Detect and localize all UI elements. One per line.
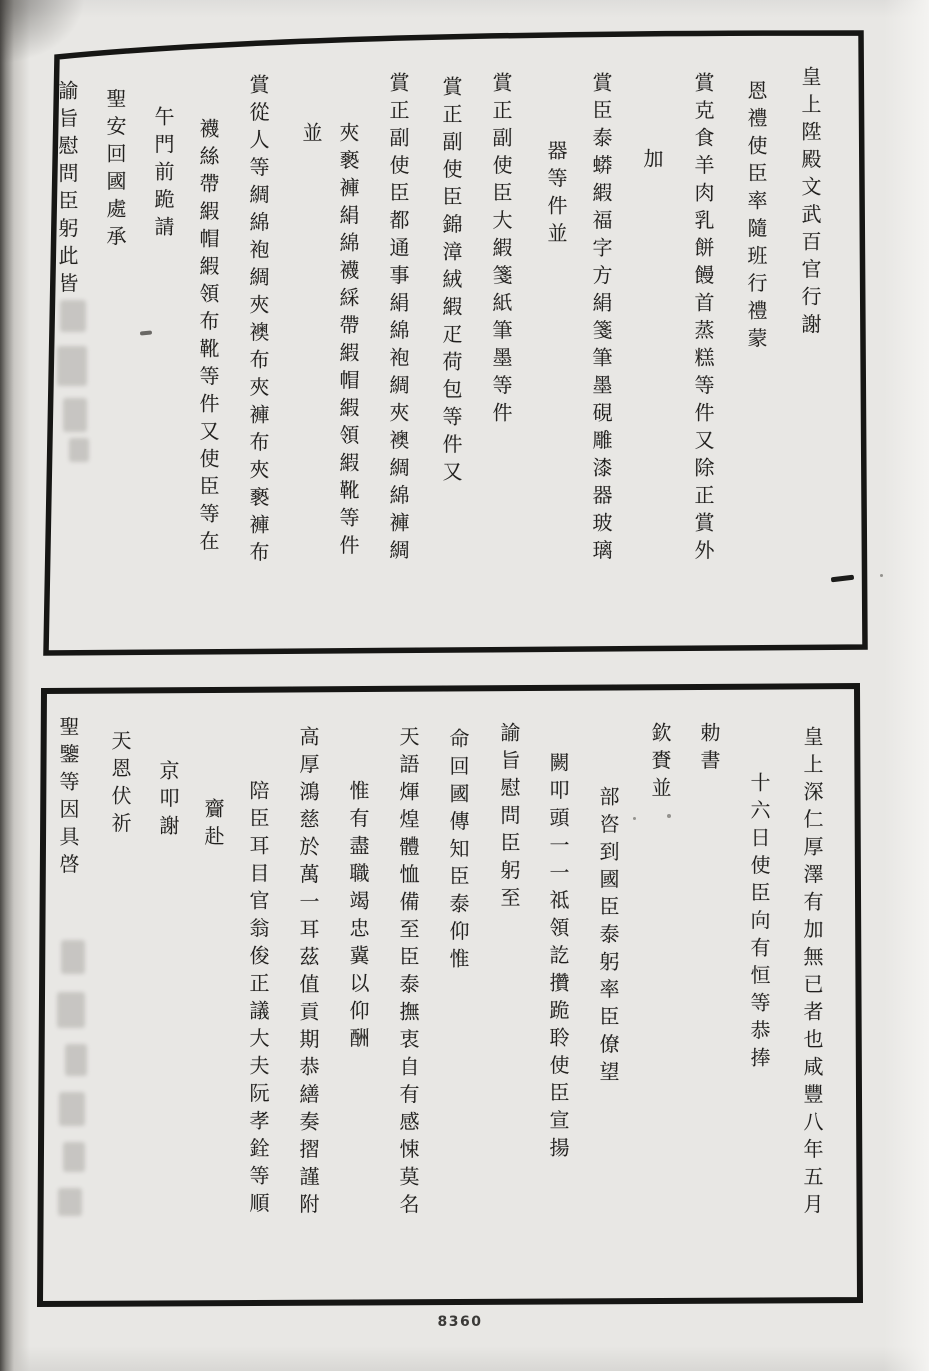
- text-column-top-panel-11: 並: [299, 122, 323, 150]
- text-column-bottom-panel-15: 天恩伏祈: [108, 730, 132, 840]
- text-column-bottom-panel-6: 闕叩頭一一祗領訖攢跪聆使臣宣揚: [546, 752, 570, 1165]
- text-column-bottom-panel-16: 聖鑒等因具啓: [56, 716, 80, 881]
- text-column-top-panel-9: 賞正副使臣都通事絹綿袍綢夾襖綢綿褲綢: [386, 72, 410, 567]
- text-column-top-panel-16: 諭旨慰問臣躬此皆: [55, 80, 79, 300]
- text-column-bottom-panel-10: 惟有盡職竭忠冀以仰酬: [346, 780, 370, 1055]
- bleedthrough-mark: [63, 398, 87, 432]
- bleedthrough-mark: [65, 1044, 87, 1076]
- text-column-top-panel-3: 賞克食羊肉乳餅饅首蒸糕等件又除正賞外: [691, 72, 715, 567]
- text-column-bottom-panel-14: 京叩謝: [156, 760, 180, 843]
- text-column-bottom-panel-13: 齎赴: [201, 798, 225, 853]
- text-column-bottom-panel-9: 天語煇煌體恤備至臣泰撫衷自有感悚莫名: [396, 726, 420, 1221]
- bleedthrough-mark: [57, 346, 87, 386]
- text-column-top-panel-5: 賞臣泰蟒縀福字方絹箋筆墨硯雕漆器玻璃: [589, 72, 613, 567]
- text-column-bottom-panel-3: 勅書: [697, 722, 721, 777]
- ink-speck: [633, 817, 636, 820]
- text-column-top-panel-4: 加: [640, 148, 664, 176]
- text-column-bottom-panel-12: 陪臣耳目官翁俊正議大夫阮孝銓等順: [246, 780, 270, 1220]
- bleedthrough-mark: [69, 438, 89, 462]
- bleedthrough-mark: [61, 940, 85, 974]
- text-column-bottom-panel-11: 高厚鴻慈於萬一耳茲值貢期恭繕奏摺謹附: [296, 726, 320, 1221]
- text-column-bottom-panel-5: 部咨到國臣泰躬率臣僚望: [596, 786, 620, 1089]
- text-column-top-panel-8: 賞正副使臣錦漳絨縀疋荷包等件又: [439, 76, 463, 489]
- text-column-bottom-panel-8: 命回國傳知臣泰仰惟: [446, 728, 470, 976]
- text-column-bottom-panel-1: 皇上深仁厚澤有加無已者也咸豐八年五月: [800, 726, 824, 1221]
- text-column-bottom-panel-4: 欽賚並: [648, 722, 672, 805]
- page-number: 8360: [437, 1314, 483, 1330]
- bleedthrough-mark: [58, 1188, 82, 1216]
- text-column-top-panel-6: 器等件並: [544, 140, 568, 250]
- text-column-bottom-panel-7: 諭旨慰問臣躬至: [497, 722, 521, 915]
- bleedthrough-mark: [60, 300, 86, 332]
- text-column-top-panel-13: 襪絲帶縀帽縀領布靴等件又使臣等在: [196, 118, 220, 558]
- text-column-top-panel-2: 恩禮使臣率隨班行禮蒙: [744, 80, 768, 355]
- text-column-top-panel-14: 午門前跪請: [151, 106, 175, 244]
- bleedthrough-mark: [63, 1142, 85, 1172]
- text-column-top-panel-1: 皇上陞殿文武百官行謝: [798, 66, 822, 341]
- ink-speck: [880, 574, 883, 577]
- ink-speck: [667, 814, 671, 818]
- text-column-top-panel-12: 賞從人等綢綿袍綢夾襖布夾褲布夾褻褲布: [246, 74, 270, 569]
- bleedthrough-mark: [59, 1092, 85, 1126]
- text-column-top-panel-10: 夾褻褲絹綿襪綵帶縀帽縀領縀靴等件: [336, 122, 360, 562]
- text-column-top-panel-15: 聖安回國處承: [103, 88, 127, 253]
- bleedthrough-mark: [57, 992, 85, 1028]
- text-column-top-panel-7: 賞正副使臣大縀箋紙筆墨等件: [489, 72, 513, 430]
- text-column-bottom-panel-2: 十六日使臣向有恒等恭捧: [747, 772, 771, 1075]
